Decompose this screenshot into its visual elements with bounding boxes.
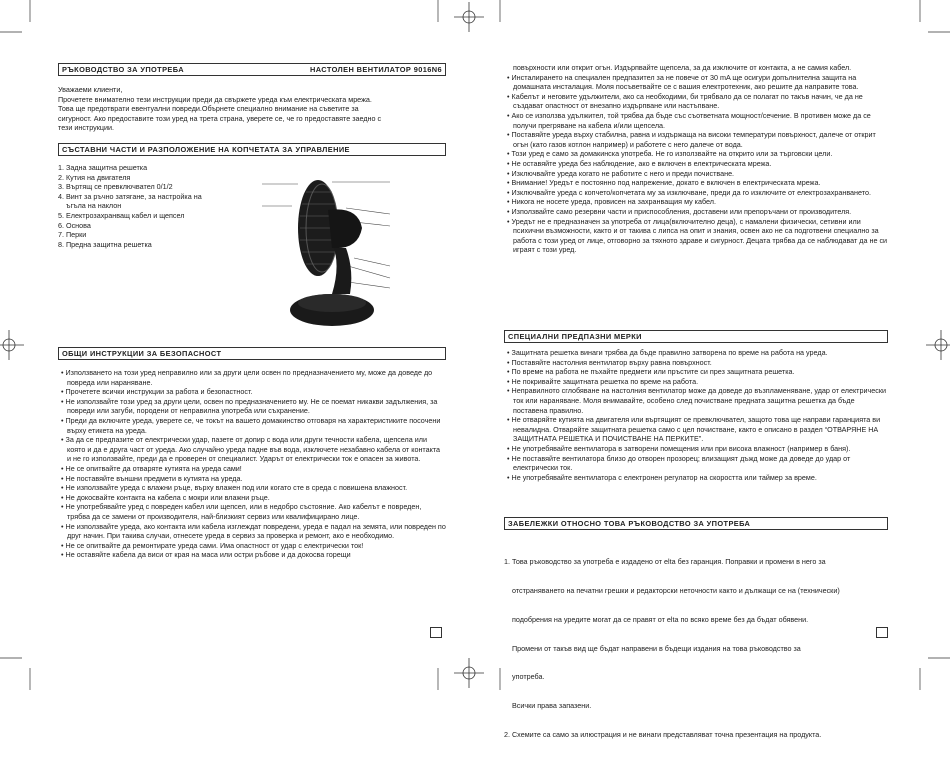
- safety-header: [58, 347, 446, 360]
- list-item: • Не използвайте уреда с влажни ръце, върху влажен под или когато сте в среда с повишена влажност.: [58, 483, 446, 493]
- list-item: • Не се опитвайте да отваряте кутията на уреда сами!: [58, 464, 446, 474]
- note-line: Промени от такъв вид ще бъдат направени в бъдещи издания на това ръководство за: [504, 643, 801, 653]
- list-item: • Не покривайте защитната решетка по време на работа.: [504, 377, 888, 387]
- intro-line: сигурност. Ако предоставите този уред на трета страна, уверете се, че го предоставяте заедно с: [58, 113, 382, 123]
- list-item: • Поставяйте уреда върху стабилна, равна и издържаща на високи температури повърхност, далече от открит огън (като газов котлон например) и работете с него далече от вода.: [504, 130, 888, 149]
- note-line: 2. Схемите са само за илюстрация и не винаги представляват точна презентация на продукта.: [504, 729, 822, 739]
- list-item: • Уредът не е предназначен за употреба от лица(включително деца), с намалени физически, сетивни или психични възможности, както и от такива с липса на опит и знания, освен ако не са подготвени специално за работа с този уред от лице, отговорно за тяхното здраве и сигурност. Децата трябва да се наблюдават да не си играят с този уред.: [504, 217, 888, 255]
- parts-list: [58, 163, 238, 249]
- notes-header-title: ЗАБЕЛЕЖКИ ОТНОСНО ТОВА РЪКОВОДСТВО ЗА УПОТРЕБА: [508, 519, 751, 528]
- note-line: отстраняването на печатни грешки и редакторски неточности както и дължащи се на (технически): [504, 585, 840, 595]
- notes-header: [504, 517, 888, 530]
- list-item: • Не оставяйте уреда без наблюдение, ако е включен в електрическата мрежа.: [504, 159, 888, 169]
- part-item: ъгъла на наклон: [58, 201, 122, 211]
- note-line: подобрения на уредите могат да се правят от elta по всяко време без да бъдат обявени.: [504, 614, 809, 624]
- list-item: • Не отваряйте кутията на двигателя или въртящият се превключвател, защото това ще направи гаранцията ви невалидна. Отваряйте защитната решетка само с цел почистване, както е описано в раздел “ОТВАРЯНЕ НА ЗАЩИТНАТА РЕШЕТКА И ПОЧИСТВАНЕ НА ПЕРКИТЕ”.: [504, 415, 888, 444]
- list-item: • Не поставяйте вентилатора близо до отворен прозорец; влизащият дъжд може да доведе до удар от електрически ток.: [504, 454, 888, 473]
- special-section: [504, 330, 888, 482]
- page-number-box-right: [876, 627, 888, 638]
- list-item: • Никога не носете уреда, провисен на захранващия му кабел.: [504, 197, 888, 207]
- list-item: • Не докосвайте контакта на кабела с мокри или влажни ръце.: [58, 493, 446, 503]
- part-item: 3. Въртящ се превключвател 0/1/2: [58, 182, 173, 192]
- intro-line: Това ще предотврати евентуални повреди.Обърнете специално внимание на съветите за: [58, 104, 359, 114]
- parts-header-title: СЪСТАВНИ ЧАСТИ И РАЗПОЛОЖЕНИЕ НА КОПЧЕТАТА ЗА УПРАВЛЕНИЕ: [62, 144, 350, 154]
- list-item: • По време на работа не пъхайте предмети или пръстите си през защитната решетка.: [504, 367, 888, 377]
- list-item: • Поставяйте настолния вентилатор върху равна повърхност.: [504, 358, 888, 368]
- intro-line: Уважаеми клиенти,: [58, 85, 123, 94]
- part-item: 5. Електрозахранващ кабел и щепсел: [58, 210, 185, 220]
- continued-text: повърхности или открит огън. Издърпвайте щепсела, за да изключите от контакта, а не самия кабел.: [513, 63, 852, 72]
- fan-illustration: [262, 170, 392, 340]
- part-item: 7. Перки: [58, 230, 87, 240]
- list-item: • Инсталирането на специален предпазител за не повече от 30 mA ще осигури допълнителна защита на домашната инсталация. Моля посъветвайте се с вашия електротехник, ако решите да направите това.: [504, 73, 888, 92]
- list-item: • Използвайте само резервни части и приспособления, доставени или препоръчани от производителя.: [504, 207, 888, 217]
- safety-list-continued: [504, 73, 888, 255]
- part-item: 6. Основа: [58, 220, 91, 230]
- list-item: • Кабелът и неговите удължители, ако са необходими, би трябвало да се полагат по такъв начин, че да не създават опастност от внезапно издърпване или настъпване.: [504, 92, 888, 111]
- part-item: 8. Предна защитна решетка: [58, 239, 152, 249]
- left-safety: [58, 347, 446, 560]
- list-item: • Внимание! Уредът е постоянно под напрежение, докато е включен в електрическата мрежа.: [504, 178, 888, 188]
- manual-header: [58, 63, 446, 76]
- list-item: • Не използвайте този уред за други цели, освен по предназначението му. Не се поемат никакви задължения, за повреди или загуби, породени от неправилна употреба или съхранение.: [58, 397, 446, 416]
- parts-header: [58, 143, 446, 156]
- header-model: НАСТОЛЕН ВЕНТИЛАТОР 9016N6: [310, 65, 442, 74]
- header-title: РЪКОВОДСТВО ЗА УПОТРЕБА: [62, 65, 184, 74]
- safety-list: [58, 368, 446, 560]
- intro-line: тези инструкции.: [58, 123, 115, 133]
- intro-line: Прочетете внимателно тези инструкции преди да свържете уреда към електрическата мрежа.: [58, 94, 372, 104]
- list-item: • Не оставяйте кабела да виси от края на маса или остри ръбове и да докосва горещи: [58, 550, 446, 560]
- list-item: • Неправилното сглобяване на настолния вентилатор може да доведе до възпламеняване, удар от електрически ток или нараняване. Моля внимавайте, особено след почистване предната защитна решетка да бъде поставена правилно.: [504, 386, 888, 415]
- list-item: • Използването на този уред неправилно или за други цели освен по предназначението му, може да доведе до повреда или нараняване.: [58, 368, 446, 387]
- list-item: • Не използвайте уреда, ако контакта или кабела изглеждат повредени, уреда е падал на земята, или повреден по друг начин. При такива случаи, отнесете уреда в сервиз за проверка и ремонт, ако е необходимо.: [58, 522, 446, 541]
- note-line: 1. Това ръководство за употреба е издадено от elta без гаранция. Поправки и промени в него за: [504, 557, 826, 567]
- part-item: 1. Задна защитна решетка: [58, 162, 148, 172]
- part-item: 4. Винт за ръчно затягане, за настройка на: [58, 191, 202, 201]
- list-item: • Изключвайте уреда с копчето/копчетата му за изключване, преди да го изключите от електрозахранването.: [504, 188, 888, 198]
- list-item: • Не поставяйте външни предмети в кутията на уреда.: [58, 474, 446, 484]
- list-item: • Ако се използва удължител, той трябва да бъде със съответната мощност/сечение. В противен може да се получи прегряване на кабела и/или щепсела.: [504, 111, 888, 130]
- notes-list: [504, 538, 888, 759]
- special-list: [504, 348, 888, 482]
- list-item: • Прочетете всички инструкции за работа и безопастност.: [58, 387, 446, 397]
- note-line: Всички права запазени.: [504, 701, 592, 711]
- list-item: • Преди да включите уреда, уверете се, че токът на вашето домакинство отговаря на характеристиките посочени върху етикета на уреда.: [58, 416, 446, 435]
- intro-text: [58, 85, 446, 133]
- list-item: • За да се предпазите от електрически удар, пазете от допир с вода или други течности кабела, щепсела или която и да е друга част от уреда. Ако случайно уреда падне във вода, изключете незабавно кабела от контакта и не го използвайте, преди да е проверен от специалист. Ударът от електрически ток е опасен за живота.: [58, 435, 446, 464]
- part-item: 2. Кутия на двигателя: [58, 172, 131, 182]
- list-item: • Не се опитвайте да ремонтирате уреда сами. Има опастност от удар с електрически ток!: [58, 541, 446, 551]
- list-item: • Не употребявайте вентилатора с електронен регулатор на скоростта или таймер за време.: [504, 473, 888, 483]
- list-item: • Не употребявайте вентилатора в затворени помещения или при висока влажност (например в баня).: [504, 444, 888, 454]
- special-header-title: СПЕЦИАЛНИ ПРЕДПАЗНИ МЕРКИ: [508, 332, 642, 341]
- list-item: • Защитната решетка винаги трябва да бъде правилно затворена по време на работа на уреда.: [504, 348, 888, 358]
- list-item: • Не употребявайте уред с повреден кабел или щепсел, или в недобро състояние. Ако кабелът е повреден, трябва да се замени от производителя, най-близкият сервиз или квалифицирано лице.: [58, 502, 446, 521]
- notes-section: [504, 517, 888, 759]
- special-header: [504, 330, 888, 343]
- right-page: [504, 63, 888, 255]
- note-line: употреба.: [504, 672, 545, 682]
- list-item: • Този уред е само за домакинска употреба. Не го използвайте на открито или за търговски цели.: [504, 149, 888, 159]
- page-number-box-left: [430, 627, 442, 638]
- safety-header-title: ОБЩИ ИНСТРУКЦИИ ЗА БЕЗОПАСНОСТ: [62, 349, 222, 358]
- list-item: • Изключвайте уреда когато не работите с него и преди почистване.: [504, 169, 888, 179]
